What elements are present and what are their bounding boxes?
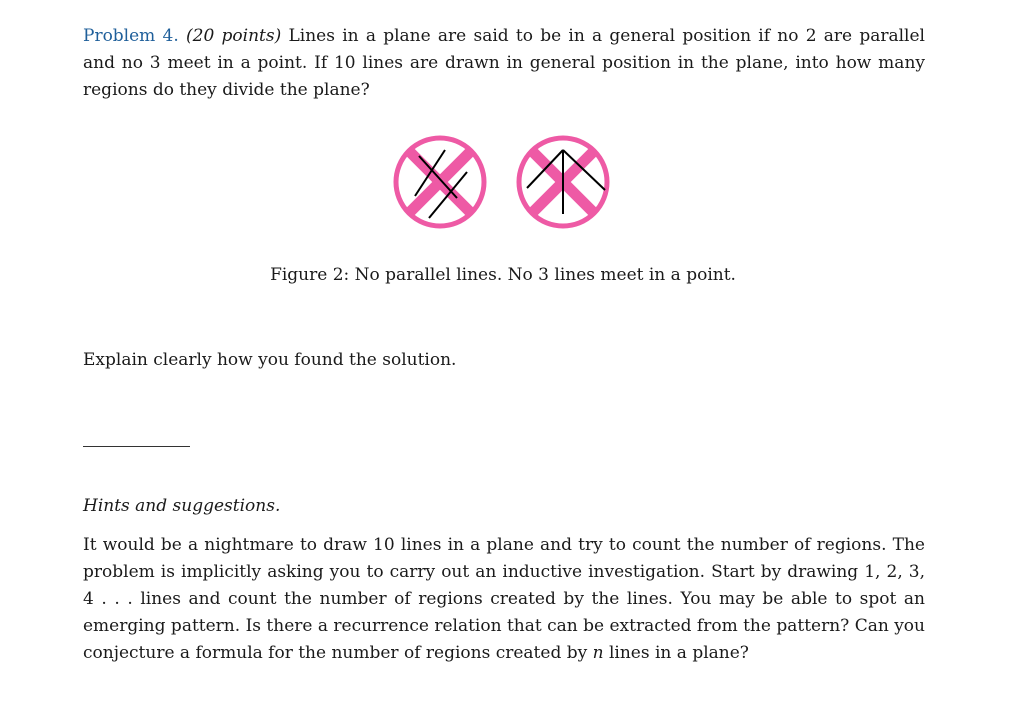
hints-body-text: It would be a nightmare to draw 10 lines in a plane and try to count the number of regions. The problem is implicitly asking you to carry out an inductive investigation. Start by drawing 1, 2, 3, 4 . . . lines and count the number of regions created by the lines. You may be able to spot an emerging pattern. Is there a recurrence relation that can be extracted from the pattern? Can you conjecture a formula for the number of regions created by: [83, 535, 925, 663]
problem-text: Lines in a plane are said to be in a general position if no 2 are parallel and no 3 meet in a point. If 10 lines are drawn in general position in the plane, into how many regions do they divide the plane?: [83, 26, 925, 100]
no-three-concurrent-lines-icon: [519, 138, 607, 226]
problem-statement: [83, 23, 925, 104]
figure-caption: Figure 2: No parallel lines. No 3 lines meet in a point.: [270, 265, 736, 285]
problem-points: (20 points): [186, 26, 282, 46]
hints-body-end: lines in a plane?: [603, 643, 749, 663]
hints-body: [83, 532, 925, 667]
figure-2-graphic: [393, 132, 613, 232]
problem-label: Problem 4.: [83, 26, 179, 46]
hints-title: Hints and suggestions.: [83, 496, 281, 516]
no-parallel-lines-icon: [396, 138, 484, 226]
figure-2: [393, 132, 613, 232]
explain-instruction: Explain clearly how you found the solution.: [83, 350, 457, 370]
hints-variable: n: [592, 643, 604, 663]
footnote-rule: [83, 446, 190, 447]
